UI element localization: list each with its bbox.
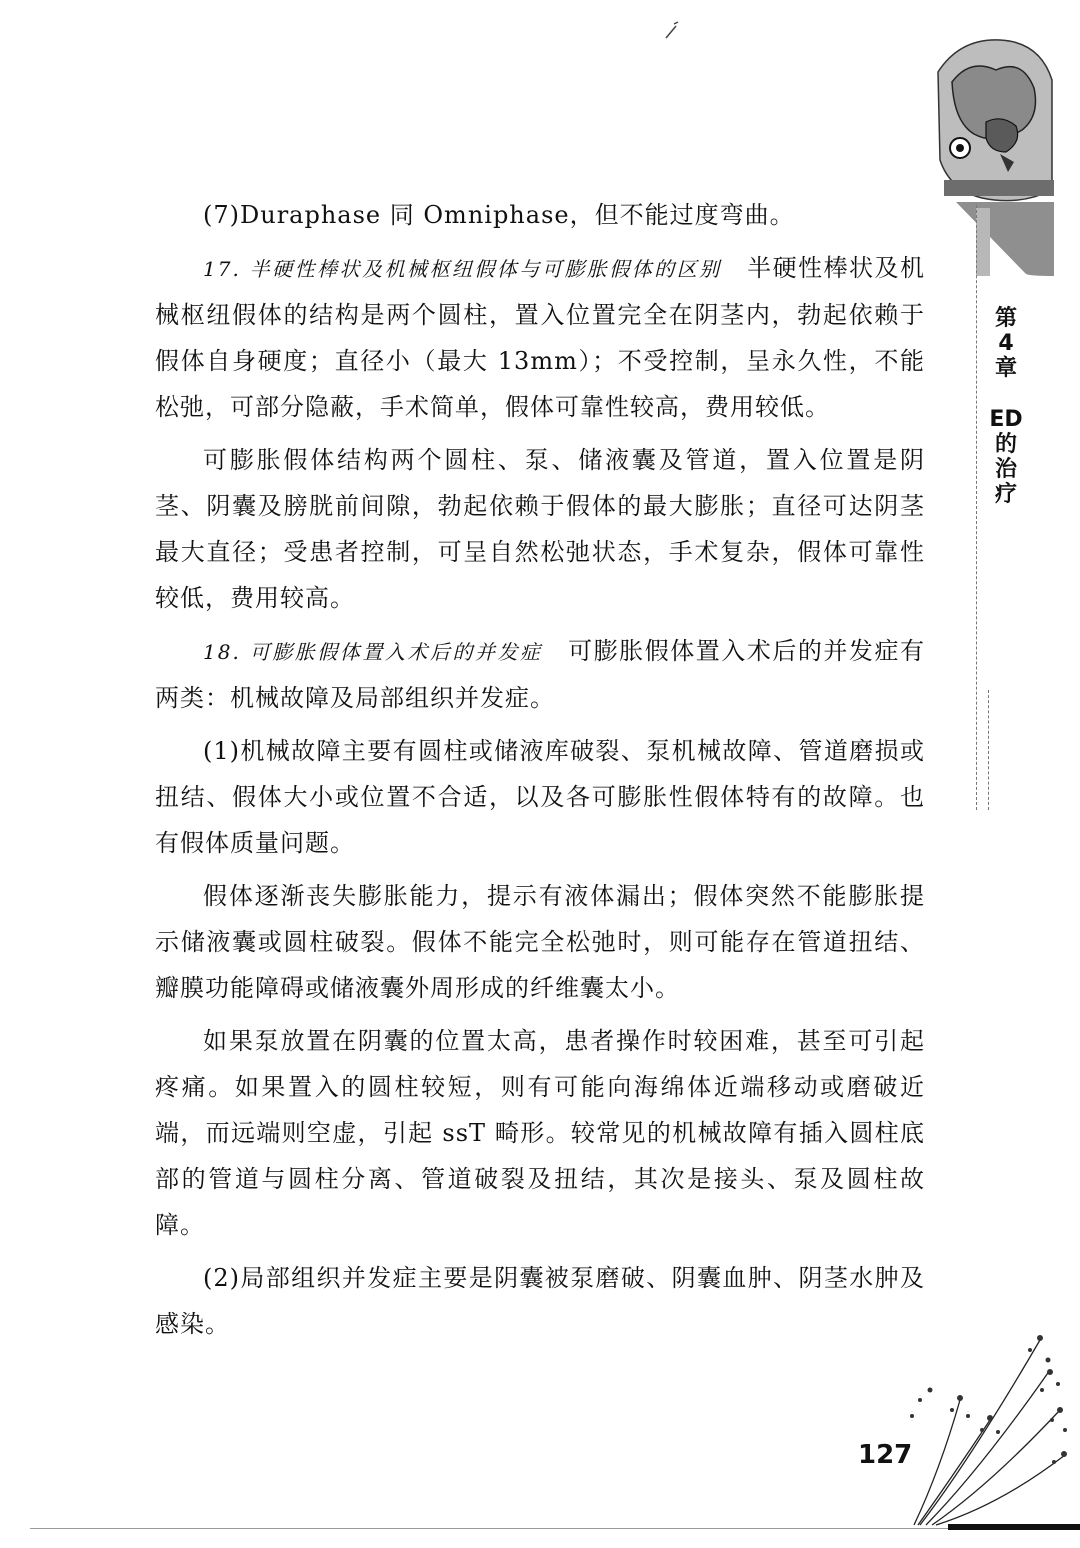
chapter-tab-char: 疗: [994, 482, 1017, 507]
paragraph: (2)局部组织并发症主要是阴囊被泵磨破、阴囊血肿、阴茎水肿及感染。: [155, 1264, 925, 1338]
margin-dotted-rule: [988, 690, 989, 810]
bottom-rule: [30, 1528, 1080, 1529]
chapter-tab-char: 的: [994, 432, 1017, 457]
bottom-bar: [948, 1524, 1080, 1530]
grass-decoration: [900, 1320, 1070, 1530]
paragraph: 如果泵放置在阴囊的位置太高，患者操作时较困难，甚至可引起疼痛。如果置入的圆柱较短，则有可能向海绵体近端移动或磨破近端，而远端则空虚，引起 ssT 畸形。较常见的机械故障有插入圆柱底部的管道与圆柱分离、管道破裂及扭结，其次是接头、泵及圆柱故障。: [155, 1027, 925, 1239]
chapter-tab: [986, 306, 1026, 507]
chapter-tab-char: ED: [989, 407, 1023, 432]
margin-dotted-rule: [976, 205, 977, 810]
scan-mark: [664, 20, 680, 40]
paragraph: (7)Duraphase 同 Omniphase，但不能过度弯曲。: [203, 201, 795, 229]
paragraph: 假体逐渐丧失膨胀能力，提示有液体漏出；假体突然不能膨胀提示储液囊或圆柱破裂。假体不能完全松弛时，则可能存在管道扭结、瓣膜功能障碍或储液囊外周形成的纤维囊太小。: [155, 882, 925, 1002]
chapter-tab-char: 章: [994, 356, 1017, 381]
chapter-tab-char: 治: [994, 457, 1017, 482]
paragraph: 18. 可膨胀假体置入术后的并发症 可膨胀假体置入术后的并发症有两类：机械故障及局部组织并发症。: [155, 637, 925, 712]
chapter-tab-char: 第: [994, 306, 1017, 331]
paragraph: 17. 半硬性棒状及机械枢纽假体与可膨胀假体的区别 半硬性棒状及机械枢纽假体的结构是两个圆柱，置入位置完全在阴茎内，勃起依赖于假体自身硬度；直径小（最大 13mm）；不受控制，呈永久性，不能松弛，可部分隐蔽，手术简单，假体可靠性较高，费用较低。: [155, 254, 926, 421]
body-text: [155, 192, 925, 1354]
paragraph: 可膨胀假体结构两个圆柱、泵、储液囊及管道，置入位置是阴茎、阴囊及膀胱前间隙，勃起依赖于假体的最大膨胀；直径可达阴茎最大直径；受患者控制，可呈自然松弛状态，手术复杂，假体可靠性较低，费用较高。: [155, 446, 925, 612]
section-heading: 17. 半硬性棒状及机械枢纽假体与可膨胀假体的区别: [203, 257, 722, 281]
page-number: 127: [858, 1440, 913, 1470]
section-heading: 18. 可膨胀假体置入术后的并发症: [203, 640, 543, 664]
paragraph: (1)机械故障主要有圆柱或储液库破裂、泵机械故障、管道磨损或扭结、假体大小或位置不合适，以及各可膨胀性假体特有的故障。也有假体质量问题。: [155, 737, 925, 857]
corner-illustration: [930, 30, 1060, 280]
chapter-tab-char: 4: [998, 331, 1014, 356]
